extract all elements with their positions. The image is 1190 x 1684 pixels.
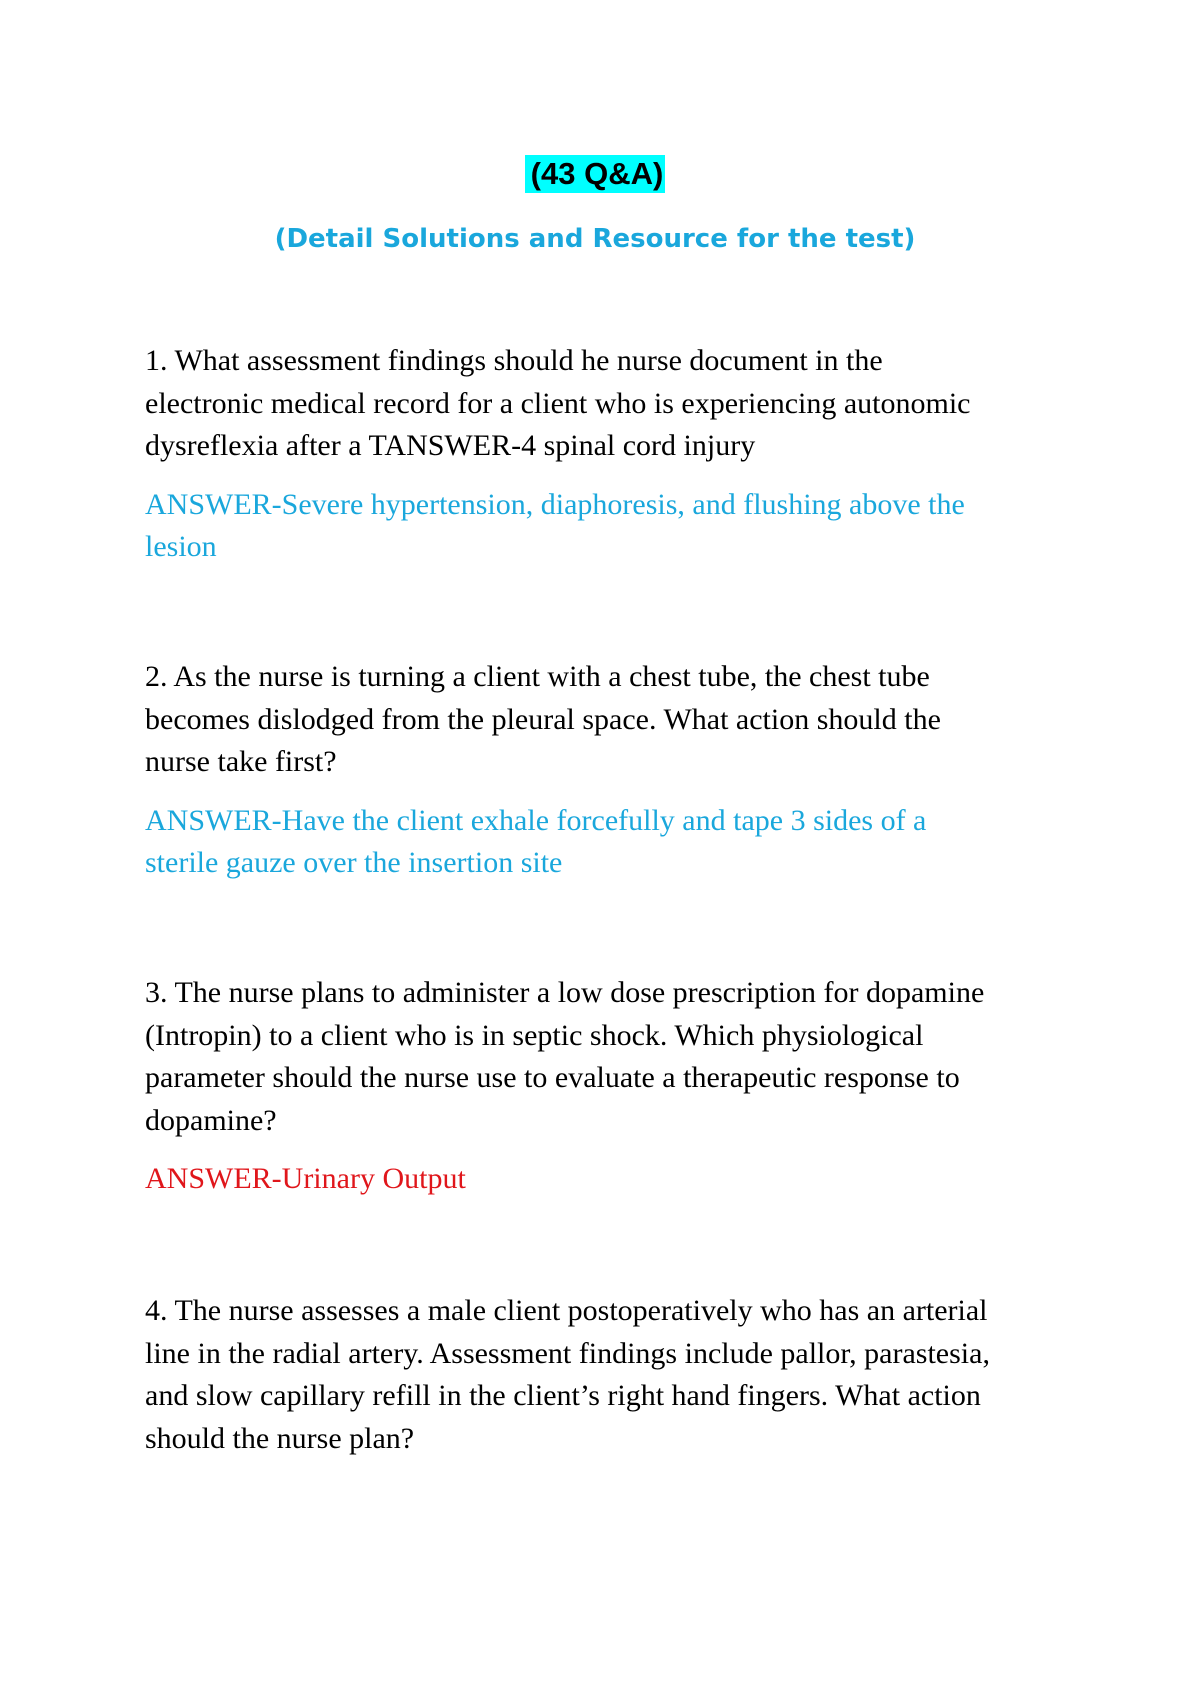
question-2: 2. As the nurse is turning a client with a chest tube, the chest tube becomes dislodged from the pleural space. What action should the nurse take first? <box>145 660 941 778</box>
answer-2: ANSWER-Have the client exhale forcefully and tape 3 sides of a sterile gauze over the insertion site <box>145 803 927 879</box>
question-4: 4. The nurse assesses a male client postoperatively who has an arterial line in the radial artery. Assessment findings include pallor, parastesia, and slow capillary refill in the client’s right hand fingers. What action should the nurse plan? <box>145 1294 990 1455</box>
question-3: 3. The nurse plans to administer a low dose prescription for dopamine (Intropin) to a client who is in septic shock. Which physiological parameter should the nurse use to evaluate a therapeutic response to dopamine? <box>145 976 985 1137</box>
title-row <box>0 155 1190 193</box>
qa-item-3 <box>145 972 1065 1201</box>
question-1: 1. What assessment findings should he nurse document in the electronic medical record for a client who is experiencing autonomic dysreflexia after a TANSWER-4 spinal cord injury <box>145 344 971 462</box>
answer-1: ANSWER-Severe hypertension, diaphoresis, and flushing above the lesion <box>145 487 965 563</box>
qa-item-2 <box>145 656 1065 885</box>
answer-3: ANSWER-Urinary Output <box>145 1162 466 1195</box>
page-subtitle: (Detail Solutions and Resource for the test) <box>274 224 916 254</box>
qa-count-badge: (43 Q&A) <box>525 155 666 193</box>
qa-item-1 <box>145 340 1065 569</box>
qa-item-4 <box>145 1290 1065 1460</box>
